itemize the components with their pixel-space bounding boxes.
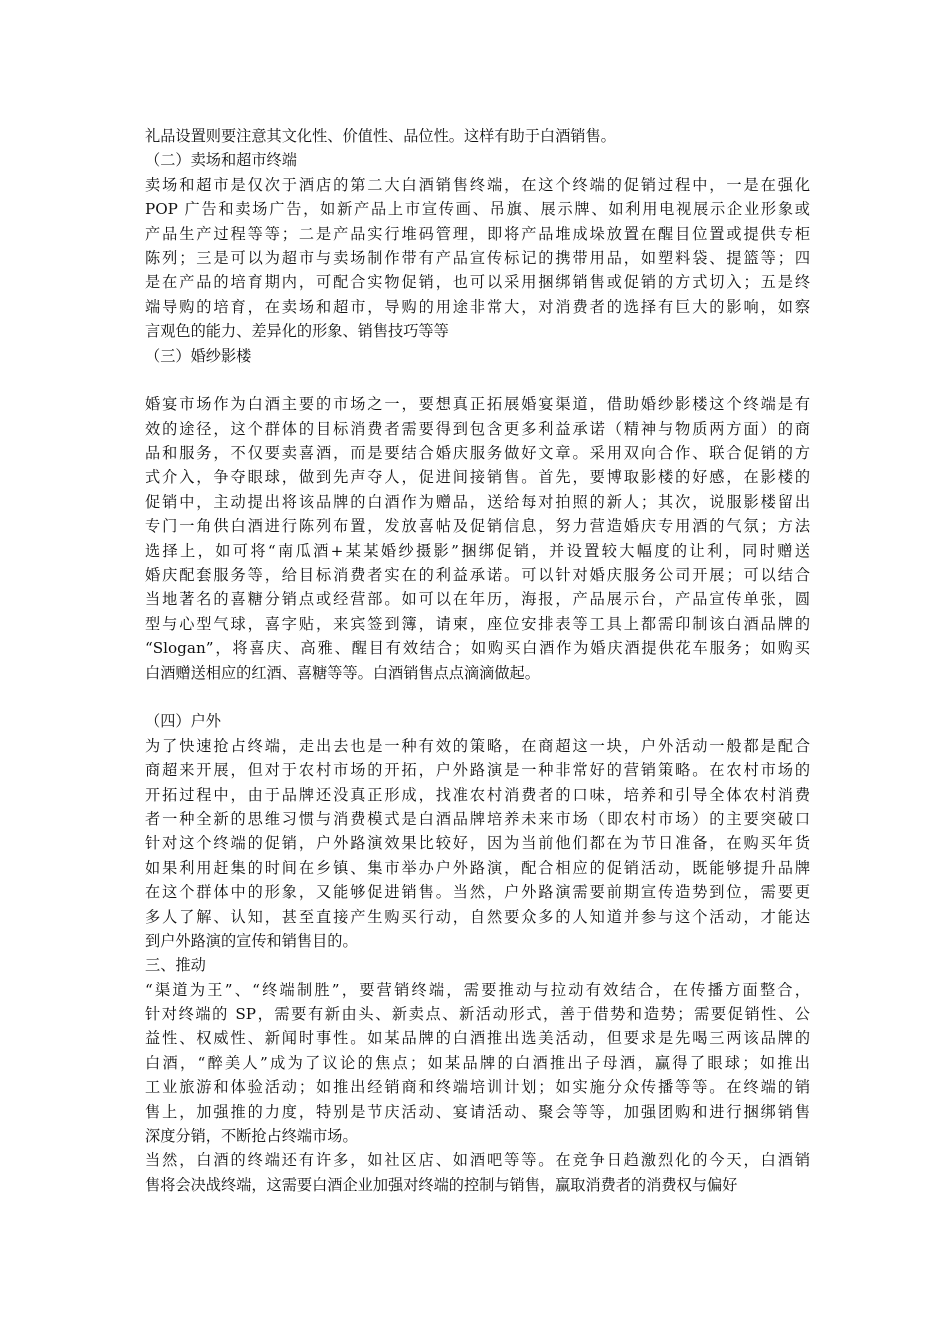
paragraph bbox=[145, 392, 810, 685]
paragraph-line: 式介入，争夺眼球，做到先声夺人，促进间接销售。首先，要博取影楼的好感，在影楼的 bbox=[145, 468, 810, 487]
paragraph-line: 专门一角供白酒进行陈列布置，发放喜帖及促销信息，努力营造婚庆专用酒的气氛；方法 bbox=[145, 517, 810, 536]
paragraph-line: 陈列；三是可以为超市与卖场制作带有产品宣传标记的携带用品，如塑料袋、提篮等；四 bbox=[145, 248, 810, 267]
paragraph-line: 针对终端的 SP，需要有新由头、新卖点、新活动形式，善于借势和造势；需要促销性、公 bbox=[145, 1005, 810, 1024]
paragraph-line: 售上，加强推的力度，特别是节庆活动、宴请活动、聚会等等，加强团购和进行捆绑销售 bbox=[145, 1102, 810, 1121]
blank-line bbox=[145, 685, 810, 709]
paragraph-line: 促销中，主动提出将该品牌的白酒作为赠品，送给每对拍照的新人；其次，说服影楼留出 bbox=[145, 492, 810, 511]
paragraph-line: 到户外路演的宣传和销售目的。 bbox=[145, 931, 358, 950]
section-heading: 三、推动 bbox=[145, 956, 206, 975]
paragraph-line: 多人了解、认知，甚至直接产生购买行动，自然要众多的人知道并参与这个活动，才能达 bbox=[145, 907, 810, 926]
paragraph-line: 效的途径，这个群体的目标消费者需要得到包含更多利益承诺（精神与物质两方面）的商 bbox=[145, 419, 810, 438]
paragraph-line: 益性、权威性、新闻时事性。如某品牌的白酒推出选美活动，但要求是先喝三两该品牌的 bbox=[145, 1029, 810, 1048]
paragraph-line: 产品生产过程等等；二是产品实行堆码管理，即将产品堆成垛放置在醒目位置或提供专柜 bbox=[145, 224, 810, 243]
section-heading: （三）婚纱影楼 bbox=[145, 346, 252, 365]
paragraph-line: 深度分销，不断抢占终端市场。 bbox=[145, 1127, 358, 1146]
paragraph-line: 开拓过程中，由于品牌还没真正形成，找准农村消费者的口味，培养和引导全体农村消费 bbox=[145, 785, 810, 804]
paragraph-line: 者一种全新的思维习惯与消费模式是白酒品牌培养未来市场（即农村市场）的主要突破口 bbox=[145, 809, 810, 828]
paragraph-line: 商超来开展，但对于农村市场的开拓，户外路演是一种非常好的营销策略。在农村市场的 bbox=[145, 761, 810, 780]
paragraph-line: 售将会决战终端，这需要白酒企业加强对终端的控制与销售，赢取消费者的消费权与偏好 bbox=[145, 1175, 738, 1194]
paragraph-line: 型与心型气球，喜字贴，来宾签到簿，请柬，座位安排表等工具上都需印制该白酒品牌的 bbox=[145, 614, 810, 633]
paragraph-line: 为了快速抢占终端，走出去也是一种有效的策略，在商超这一块，户外活动一般都是配合 bbox=[145, 736, 810, 755]
paragraph bbox=[145, 734, 810, 954]
paragraph-line: 婚宴市场作为白酒主要的市场之一，要想真正拓展婚宴渠道，借助婚纱影楼这个终端是有 bbox=[145, 395, 810, 414]
paragraph-line: 端导购的培育，在卖场和超市，导购的用途非常大，对消费者的选择有巨大的影响，如察 bbox=[145, 297, 810, 316]
paragraph-line: 品和服务，不仅要卖喜酒，而是要结合婚庆服务做好文章。采用双向合作、联合促销的方 bbox=[145, 444, 810, 463]
paragraph-line: 是在产品的培育期内，可配合实物促销，也可以采用捆绑销售或促销的方式切入；五是终 bbox=[145, 273, 810, 292]
paragraph-line: 言观色的能力、差异化的形象、销售技巧等等 bbox=[145, 322, 449, 341]
paragraph-line: POP 广告和卖场广告，如新产品上市宣传画、吊旗、展示牌、如利用电视展示企业形象或 bbox=[145, 200, 810, 219]
paragraph-line: 婚庆配套服务等，给目标消费者实在的利益承诺。可以针对婚庆服务公司开展；可以结合 bbox=[145, 566, 810, 585]
section-heading: （四）户外 bbox=[145, 712, 221, 731]
paragraph-line: 当地著名的喜糖分销点或经营部。如可以在年历，海报，产品展示台，产品宣传单张，圆 bbox=[145, 590, 810, 609]
paragraph bbox=[145, 978, 810, 1149]
paragraph-line: 如果利用赶集的时间在乡镇、集市举办户外路演，配合相应的促销活动，既能够提升品牌 bbox=[145, 858, 810, 877]
paragraph-line: 选择上，如可将“南瓜酒+某某婚纱摄影”捆绑促销，并设置较大幅度的让利，同时赠送 bbox=[145, 541, 810, 560]
paragraph-line: 礼品设置则要注意其文化性、价值性、品位性。这样有助于白酒销售。 bbox=[145, 127, 616, 145]
paragraph-line: 工业旅游和体验活动；如推出经销商和终端培训计划；如实施分众传播等等。在终端的销 bbox=[145, 1078, 810, 1097]
paragraph-line: “Slogan”，将喜庆、高雅、醒目有效结合；如购买白酒作为婚庆酒提供花车服务；如购买 bbox=[145, 639, 810, 658]
paragraph-line: 白酒赠送相应的红酒、喜糖等等。白酒销售点点滴滴做起。 bbox=[145, 663, 540, 682]
paragraph-line: 白酒，“醉美人”成为了议论的焦点；如某品牌的白酒推出子母酒，赢得了眼球；如推出 bbox=[145, 1053, 810, 1072]
paragraph-line: 当然，白酒的终端还有许多，如社区店、如酒吧等等。在竞争日趋激烈化的今天，白酒销 bbox=[145, 1151, 810, 1170]
paragraph bbox=[145, 173, 810, 344]
paragraph-line: “渠道为王”、“终端制胜”，要营销终端，需要推动与拉动有效结合，在传播方面整合， bbox=[145, 980, 810, 999]
paragraph bbox=[145, 124, 810, 148]
section-heading: （二）卖场和超市终端 bbox=[145, 151, 297, 170]
paragraph-line: 在这个群体中的形象，又能够促进销售。当然，户外路演需要前期宣传造势到位，需要更 bbox=[145, 883, 810, 902]
paragraph-line: 针对这个终端的促销，户外路演效果比较好，因为当前他们都在为节日准备，在购买年货 bbox=[145, 834, 810, 853]
document-page bbox=[145, 124, 810, 1197]
blank-line bbox=[145, 368, 810, 392]
paragraph bbox=[145, 1148, 810, 1197]
paragraph-line: 卖场和超市是仅次于酒店的第二大白酒销售终端，在这个终端的促销过程中，一是在强化 bbox=[145, 175, 810, 194]
